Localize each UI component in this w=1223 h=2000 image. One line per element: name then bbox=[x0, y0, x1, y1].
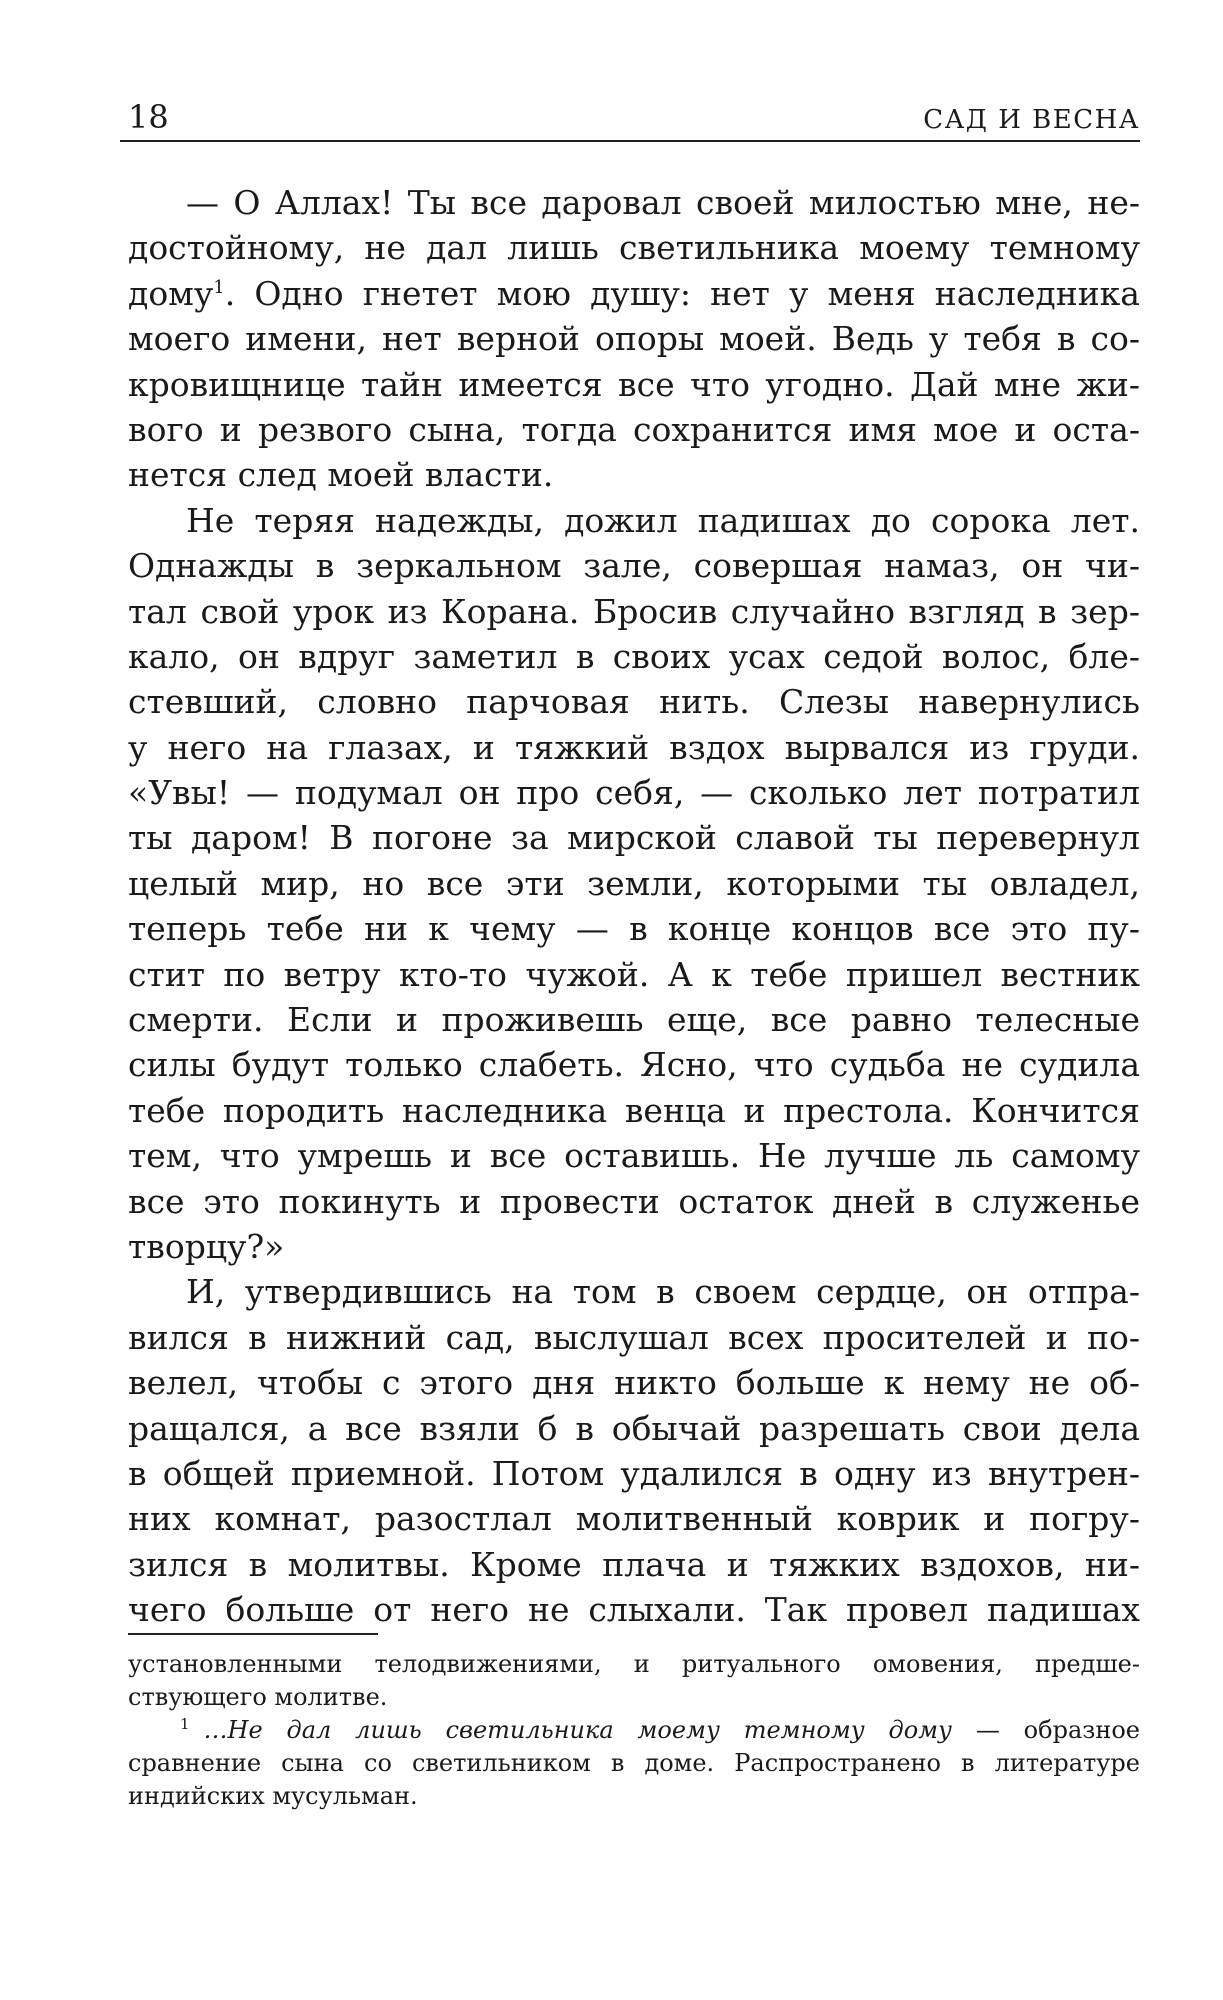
text-line: зился в молитвы. Кроме плача и тяжких вздохов, ни- bbox=[128, 1544, 1140, 1584]
text-line: теперь тебе ни к чему — в конце концов все это пу- bbox=[128, 909, 1140, 949]
footnote-italic-quote: …Не дал лишь светильника моему темному дому bbox=[203, 1716, 952, 1744]
text-line: «Увы! — подумал он про себя, — сколько лет потратил bbox=[128, 773, 1140, 813]
text-word: дому bbox=[128, 273, 214, 313]
text-span: . Одно гнетет мою душу: нет у меня наследника bbox=[224, 273, 1140, 313]
footnote-ref[interactable]: 1 bbox=[213, 276, 225, 298]
footnote-text: — образное bbox=[951, 1716, 1140, 1744]
footnote-1-first-line bbox=[128, 1714, 1140, 1747]
text-line: целый мир, но все эти земли, которыми ты овладел, bbox=[128, 863, 1140, 903]
running-head bbox=[120, 100, 1140, 142]
footnote-line: ствующего молитве. bbox=[128, 1683, 388, 1711]
footnote-divider bbox=[128, 1633, 378, 1635]
text-line: тал свой урок из Корана. Бросив случайно взгляд в зер- bbox=[128, 591, 1140, 631]
text-line: ращался, а все взяли б в обычай разрешать свои дела bbox=[128, 1408, 1140, 1448]
page-number: 18 bbox=[128, 98, 169, 136]
text-line: кало, он вдруг заметил в своих усах седой волос, бле- bbox=[128, 636, 1140, 676]
text-line: тебе породить наследника венца и престола. Кончится bbox=[128, 1090, 1140, 1130]
text-line: Не теряя надежды, дожил падишах до сорока лет. bbox=[186, 500, 1140, 540]
text-line: моего имени, нет верной опоры моей. Ведь у тебя в со- bbox=[128, 319, 1140, 359]
text-line bbox=[128, 271, 1140, 316]
text-line: силы будут только слабеть. Ясно, что судьба не судила bbox=[128, 1045, 1140, 1085]
text-line: чего больше от него не слыхали. Так провел падишах bbox=[128, 1590, 1140, 1630]
book-title: САД И ВЕСНА bbox=[923, 105, 1140, 135]
text-line: вого и резвого сына, тогда сохранится имя мое и оста- bbox=[128, 409, 1140, 449]
footnote-line: индийских мусульман. bbox=[128, 1782, 418, 1810]
text-line: Однажды в зеркальном зале, совершая намаз, он чи- bbox=[128, 546, 1140, 586]
text-line: нется след моей власти. bbox=[128, 455, 554, 495]
text-line: — О Аллах! Ты все даровал своей милостью мне, не- bbox=[186, 183, 1140, 222]
text-line: творцу?» bbox=[128, 1226, 285, 1266]
footnote-line: сравнение сына со светильником в доме. Распространено в литературе bbox=[128, 1749, 1140, 1777]
text-line: ты даром! В погоне за мирской славой ты перевернул bbox=[128, 818, 1140, 858]
main-text bbox=[128, 180, 1140, 1633]
text-line: кровищнице тайн имеется все что угодно. Дай мне жи- bbox=[128, 364, 1140, 404]
text-line: велел, чтобы с этого дня никто больше к нему не об- bbox=[128, 1363, 1140, 1403]
text-line: все это покинуть и провести остаток дней в служенье bbox=[128, 1181, 1140, 1221]
text-line: стевший, словно парчовая нить. Слезы навернулись bbox=[128, 682, 1140, 722]
text-line: них комнат, разостлал молитвенный коврик и погру- bbox=[128, 1499, 1140, 1539]
footnote-line: установленными телодвижениями, и ритуального омовения, предше- bbox=[128, 1650, 1140, 1678]
text-line: у него на глазах, и тяжкий вздох вырвался из груди. bbox=[128, 727, 1140, 767]
text-line: И, утвердившись на том в своем сердце, он отпра- bbox=[186, 1272, 1140, 1312]
text-line: смерти. Если и проживешь еще, все равно телесные bbox=[128, 1000, 1140, 1040]
text-line: в общей приемной. Потом удалился в одну из внутрен- bbox=[128, 1453, 1140, 1493]
footnote-number: 1 bbox=[180, 1715, 190, 1733]
text-line: стит по ветру кто-то чужой. А к тебе пришел вестник bbox=[128, 954, 1140, 994]
text-line: тем, что умрешь и все оставишь. Не лучше ль самому bbox=[128, 1136, 1140, 1176]
footnotes bbox=[128, 1648, 1140, 1813]
text-line: вился в нижний сад, выслушал всех просителей и по- bbox=[128, 1317, 1140, 1357]
text-line: достойному, не дал лишь светильника моему темному bbox=[128, 228, 1140, 268]
